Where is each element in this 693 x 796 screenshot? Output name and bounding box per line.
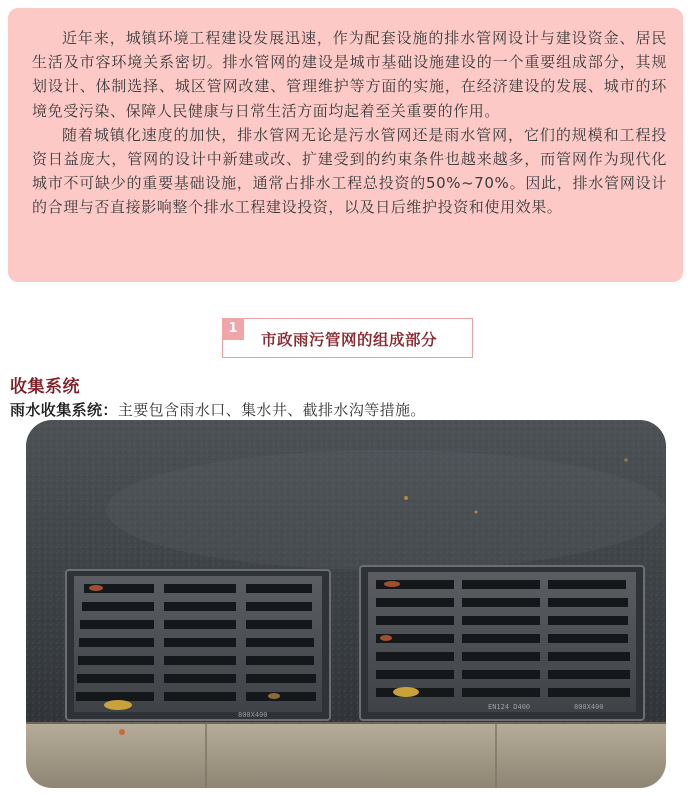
left-grate — [66, 570, 330, 720]
subsection-text: 主要包含雨水口、集水井、截排水沟等措施。 — [117, 401, 426, 419]
storm-drain-photo — [26, 420, 666, 788]
section-number-badge: 1 — [222, 318, 244, 340]
section-title: 市政雨污管网的组成部分 — [261, 331, 438, 349]
intro-paragraph-1: 近年来，城镇环境工程建设发展迅速，作为配套设施的排水管网设计与建设资金、居民生活及市容环境关系密切。排水管网的建设是城市基础设施建设的一个重要组成部分，其规划设计、体制选择、城区管网改建、管理维护等方面的实施，在经济建设的发展、城市的环境免受污染、保障人民健康与日常生活方面均起着至关重要的作用。 — [32, 29, 667, 120]
right-grate — [360, 566, 644, 720]
intro-paragraph-2: 随着城镇化速度的加快，排水管网无论是污水管网还是雨水管网，它们的规模和工程投资日益庞大，管网的设计中新建或改、扩建受到的约束条件也越来越多，而管网作为现代化城市不可缺少的重要基础设施，通常占排水工程总投资的50%~70%。因此，排水管网设计的合理与否直接影响整个排水工程建设投资，以及日后维护投资和使用效果。 — [32, 125, 667, 217]
section-heading — [222, 318, 473, 358]
left-grate-stamp: 800X400 — [238, 711, 268, 719]
right-grate-stamp-b: 800X400 — [574, 703, 604, 711]
subsection-heading: 收集系统 — [10, 377, 80, 397]
right-grate-stamp-a: EN124 D400 — [488, 703, 531, 711]
subsection-description — [10, 399, 426, 420]
intro-box — [8, 8, 683, 282]
subsection-label: 雨水收集系统： — [10, 401, 118, 419]
